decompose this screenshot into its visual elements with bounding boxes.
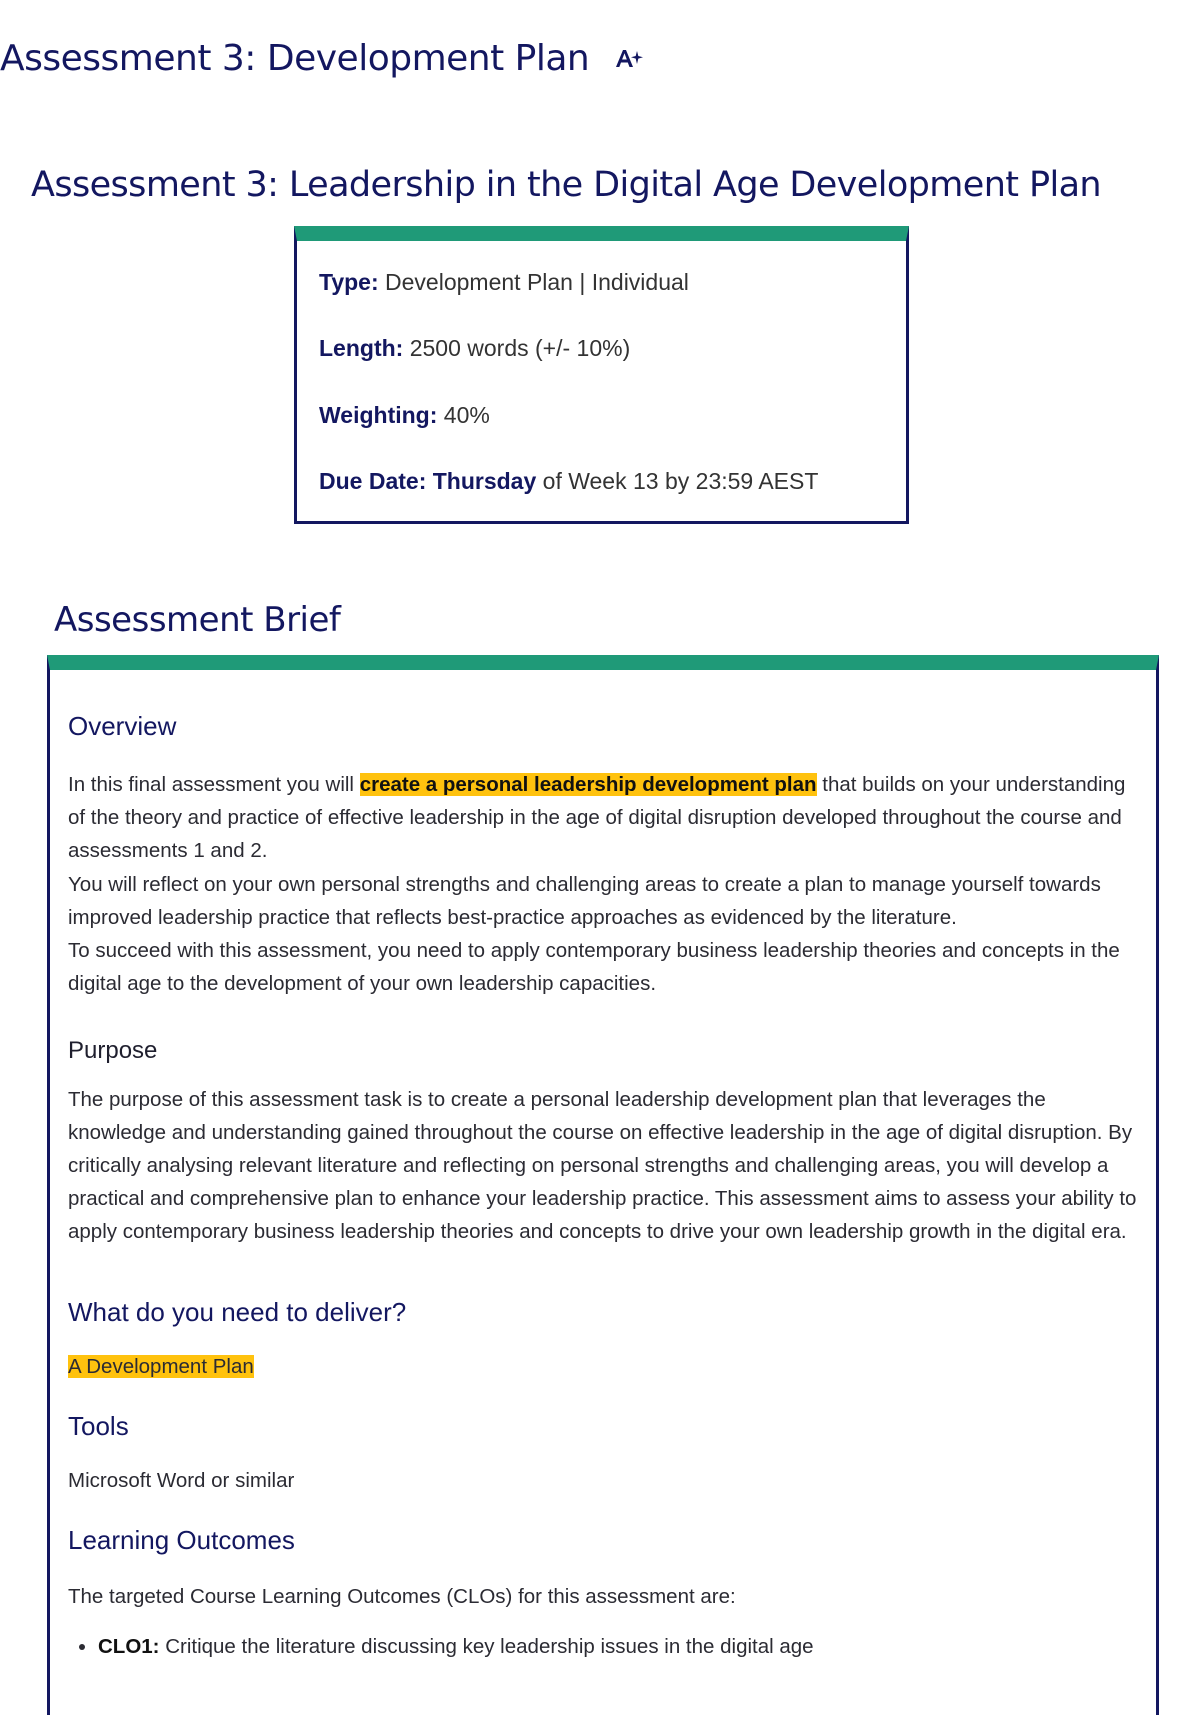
type-line (319, 269, 689, 296)
weighting-line (319, 402, 490, 429)
overview-paragraph-1 (68, 768, 1148, 867)
overview-p1-before: In this final assessment you will (68, 773, 360, 796)
deliver-highlight: A Development Plan (68, 1355, 254, 1378)
overview-paragraph-2: You will reflect on your own personal strengths and challenging areas to create a plan to manage yourself towards improved leadership practice that reflects best-practice approaches as evidenced by the literature. (68, 873, 1101, 929)
assessment-heading: Assessment 3: Leadership in the Digital Age Development Plan (31, 165, 1102, 205)
purpose-paragraph: The purpose of this assessment task is to create a personal leadership development plan that leverages the knowledge and understanding gained throughout the course on effective leadership in the age of digital disruption. By critically analysing relevant literature and reflecting on personal strengths and challenging areas, you will develop a practical and comprehensive plan to enhance your leadership practice. This assessment aims to assess your ability to apply contemporary business leadership theories and concepts to drive your own leadership growth in the digital era. (68, 1088, 1137, 1243)
overview-p1-highlight: create a personal leadership development plan (359, 773, 817, 796)
deliver-heading: What do you need to deliver? (68, 1297, 407, 1327)
due-date-value: of Week 13 by 23:59 AEST (536, 468, 819, 494)
overview-paragraph-3: To succeed with this assessment, you need to apply contemporary business leadership theories and concepts in the digital age to the development of your own leadership capacities. (68, 939, 1120, 995)
overview-heading: Overview (68, 711, 177, 741)
assessment-info-box (294, 226, 909, 524)
clo-text: Critique the literature discussing key leadership issues in the digital age (159, 1635, 814, 1658)
deliver-paragraph (68, 1350, 1148, 1383)
page-title (0, 38, 644, 81)
length-label: Length: (319, 335, 404, 361)
length-value: 2500 words (+/- 10%) (403, 335, 631, 361)
assessment-brief-heading: Assessment Brief (54, 600, 341, 640)
tools-paragraph: Microsoft Word or similar (68, 1469, 295, 1492)
type-value: Development Plan | Individual (378, 269, 689, 295)
due-date-label: Due Date: Thursday (319, 468, 537, 494)
type-label: Type: (319, 269, 379, 295)
weighting-value: 40% (437, 402, 490, 428)
purpose-heading: Purpose (68, 1037, 158, 1064)
clo-list (68, 1630, 1158, 1663)
learning-outcomes-heading: Learning Outcomes (68, 1525, 295, 1555)
tools-heading: Tools (68, 1411, 129, 1441)
learning-outcomes-intro: The targeted Course Learning Outcomes (CLOs) for this assessment are: (68, 1585, 736, 1608)
weighting-label: Weighting: (319, 402, 438, 428)
list-item (98, 1630, 1158, 1663)
length-line (319, 335, 630, 362)
ai-sparkle-icon[interactable] (614, 37, 644, 78)
assessment-brief-box (47, 655, 1159, 1715)
clo-label: CLO1: (98, 1635, 160, 1658)
overview-p1-after: that builds on your understanding of the theory and practice of effective leadership in the age of digital disruption developed throughout the course and assessments 1 and 2. (68, 773, 1126, 862)
due-date-line (319, 468, 818, 495)
page-title-text: Assessment 3: Development Plan (0, 38, 590, 79)
